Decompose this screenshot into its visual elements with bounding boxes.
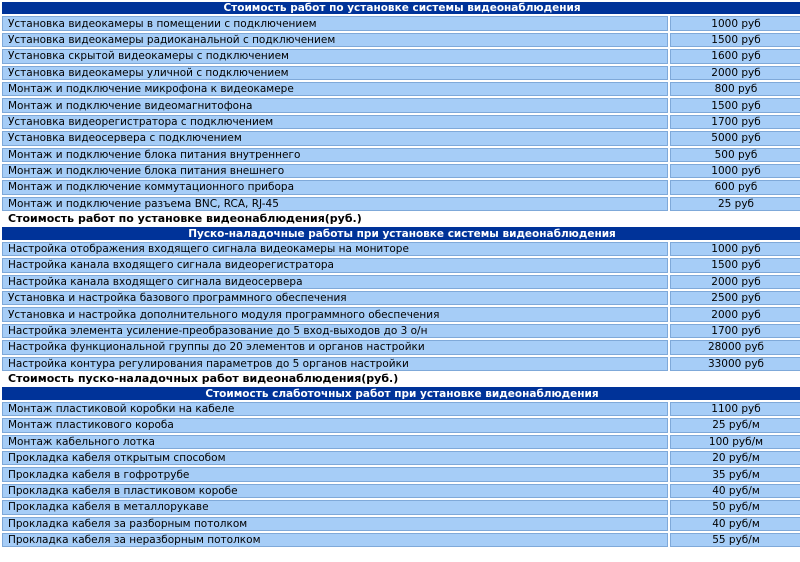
- price-row: [2, 435, 800, 449]
- service-price: 1000 руб: [670, 242, 800, 256]
- service-price: 40 руб/м: [670, 517, 800, 531]
- price-row: [2, 164, 800, 178]
- section-header: Стоимость слаботочных работ при установке видеонаблюдения: [2, 387, 800, 399]
- service-price: 800 руб: [670, 82, 800, 96]
- price-row: [2, 357, 800, 371]
- service-price: 1000 руб: [670, 164, 800, 178]
- price-row: [2, 533, 800, 547]
- service-name: Настройка элемента усиление-преобразование до 5 вход-выходов до 3 о/н: [2, 324, 668, 338]
- price-row: [2, 451, 800, 465]
- service-price: 40 руб/м: [670, 484, 800, 498]
- price-row: [2, 258, 800, 272]
- service-name: Прокладка кабеля в металлорукаве: [2, 500, 668, 514]
- service-price: 1600 руб: [670, 49, 800, 63]
- section-header: Стоимость работ по установке системы видеонаблюдения: [2, 2, 800, 14]
- service-price: 5000 руб: [670, 131, 800, 145]
- service-price: 600 руб: [670, 180, 800, 194]
- service-price: 1700 руб: [670, 324, 800, 338]
- service-price: 500 руб: [670, 148, 800, 162]
- service-name: Монтаж и подключение блока питания внутреннего: [2, 148, 668, 162]
- service-name: Установка и настройка базового программного обеспечения: [2, 291, 668, 305]
- service-price: 25 руб: [670, 197, 800, 211]
- service-name: Настройка канала входящего сигнала видеорегистратора: [2, 258, 668, 272]
- service-price: 25 руб/м: [670, 418, 800, 432]
- service-name: Прокладка кабеля открытым способом: [2, 451, 668, 465]
- price-row: [2, 418, 800, 432]
- service-price: 1500 руб: [670, 98, 800, 112]
- price-row: [2, 467, 800, 481]
- service-name: Прокладка кабеля в гофротрубе: [2, 467, 668, 481]
- price-row: [2, 115, 800, 129]
- service-name: Установка и настройка дополнительного модуля программного обеспечения: [2, 307, 668, 321]
- price-row: [2, 197, 800, 211]
- service-name: Монтаж и подключение микрофона к видеокамере: [2, 82, 668, 96]
- service-price: 100 руб/м: [670, 435, 800, 449]
- service-price: 28000 руб: [670, 340, 800, 354]
- price-row: [2, 148, 800, 162]
- service-name: Установка видеокамеры в помещении с подключением: [2, 16, 668, 30]
- service-name: Прокладка кабеля за разборным потолком: [2, 517, 668, 531]
- service-price: 1500 руб: [670, 258, 800, 272]
- service-name: Монтаж пластикового короба: [2, 418, 668, 432]
- price-row: [2, 180, 800, 194]
- section-header-row: [2, 2, 800, 14]
- service-price: 2000 руб: [670, 307, 800, 321]
- price-row: [2, 131, 800, 145]
- service-name: Установка скрытой видеокамеры с подключением: [2, 49, 668, 63]
- service-name: Установка видеосервера с подключением: [2, 131, 668, 145]
- service-name: Настройка отображения входящего сигнала видеокамеры на мониторе: [2, 242, 668, 256]
- service-price: 20 руб/м: [670, 451, 800, 465]
- service-price: 2500 руб: [670, 291, 800, 305]
- price-row: [2, 324, 800, 338]
- section-header: Пуско-наладочные работы при установке системы видеонаблюдения: [2, 227, 800, 239]
- service-price: 55 руб/м: [670, 533, 800, 547]
- service-price: 2000 руб: [670, 275, 800, 289]
- service-name: Монтаж пластиковой коробки на кабеле: [2, 402, 668, 416]
- price-row: [2, 340, 800, 354]
- price-row: [2, 484, 800, 498]
- price-row: [2, 291, 800, 305]
- service-price: 1000 руб: [670, 16, 800, 30]
- service-price: 1500 руб: [670, 33, 800, 47]
- price-row: [2, 16, 800, 30]
- price-row: [2, 402, 800, 416]
- service-name: Монтаж и подключение видеомагнитофона: [2, 98, 668, 112]
- price-row: [2, 517, 800, 531]
- section-total-row: [2, 213, 800, 225]
- service-name: Установка видеокамеры радиоканальной с подключением: [2, 33, 668, 47]
- price-row: [2, 242, 800, 256]
- service-name: Монтаж и подключение коммутационного прибора: [2, 180, 668, 194]
- service-price: 50 руб/м: [670, 500, 800, 514]
- price-row: [2, 98, 800, 112]
- price-row: [2, 275, 800, 289]
- service-name: Прокладка кабеля за неразборным потолком: [2, 533, 668, 547]
- price-row: [2, 307, 800, 321]
- section-total-label: Стоимость работ по установке видеонаблюдения(руб.): [2, 213, 800, 225]
- service-name: Монтаж и подключение разъема BNC, RCA, RJ-45: [2, 197, 668, 211]
- price-row: [2, 33, 800, 47]
- service-name: Монтаж и подключение блока питания внешнего: [2, 164, 668, 178]
- price-row: [2, 82, 800, 96]
- price-row: [2, 49, 800, 63]
- service-price: 1100 руб: [670, 402, 800, 416]
- section-header-row: [2, 227, 800, 239]
- service-name: Монтаж кабельного лотка: [2, 435, 668, 449]
- service-price: 35 руб/м: [670, 467, 800, 481]
- service-price: 2000 руб: [670, 66, 800, 80]
- section-total-label: Стоимость пуско-наладочных работ видеонаблюдения(руб.): [2, 373, 800, 385]
- section-header-row: [2, 387, 800, 399]
- service-price: 33000 руб: [670, 357, 800, 371]
- service-name: Прокладка кабеля в пластиковом коробе: [2, 484, 668, 498]
- price-row: [2, 66, 800, 80]
- price-row: [2, 500, 800, 514]
- service-name: Установка видеорегистратора с подключением: [2, 115, 668, 129]
- price-table-body: [2, 2, 800, 547]
- service-name: Настройка функциональной группы до 20 элементов и органов настройки: [2, 340, 668, 354]
- service-price: 1700 руб: [670, 115, 800, 129]
- service-name: Настройка контура регулирования параметров до 5 органов настройки: [2, 357, 668, 371]
- section-total-row: [2, 373, 800, 385]
- service-name: Настройка канала входящего сигнала видеосервера: [2, 275, 668, 289]
- service-name: Установка видеокамеры уличной с подключением: [2, 66, 668, 80]
